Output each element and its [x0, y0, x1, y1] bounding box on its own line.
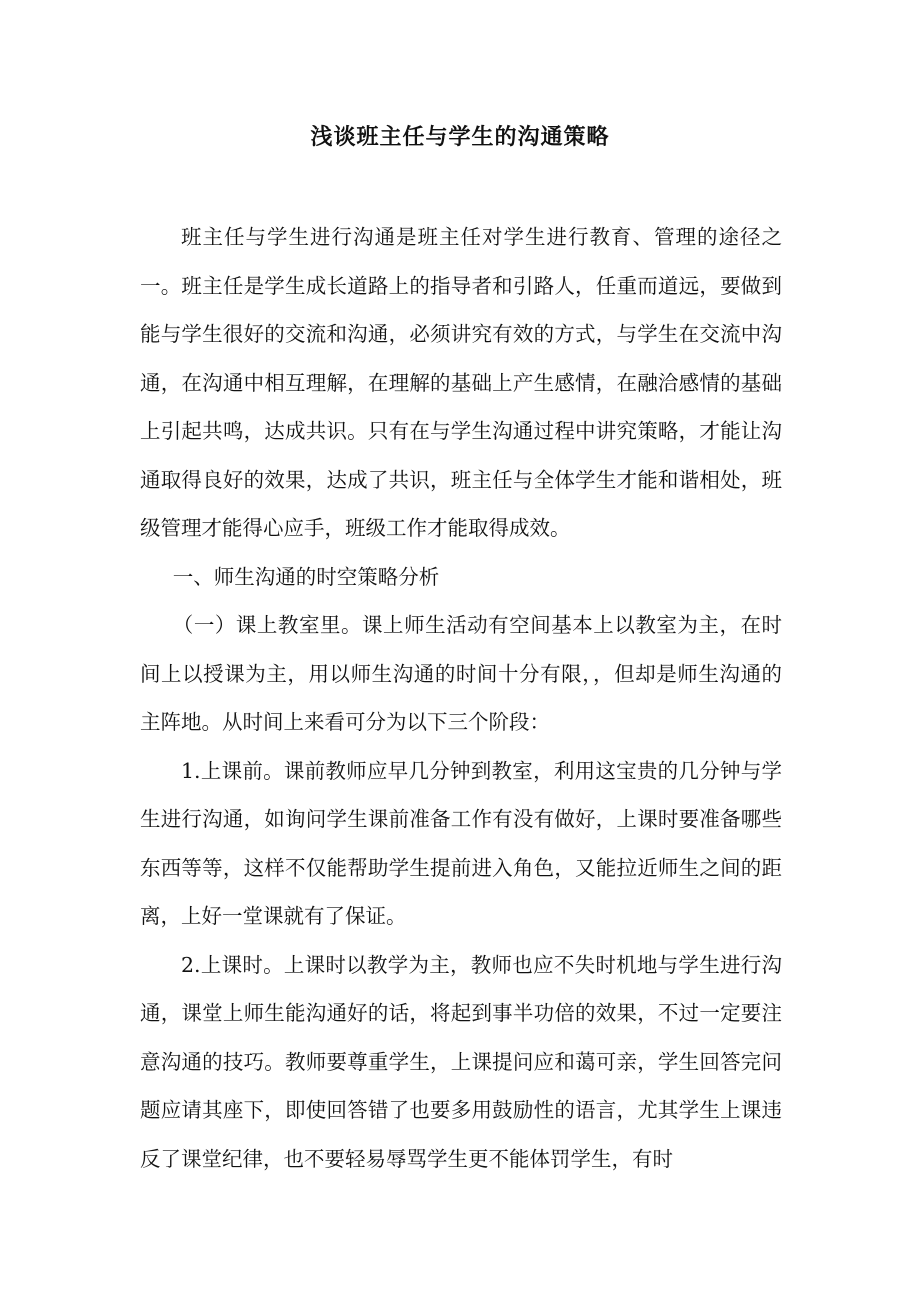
list-item-paragraph: 1.上课前。课前教师应早几分钟到教室，利用这宝贵的几分钟与学生进行沟通，如询问学生课前准备工作有没有做好，上课时要准备哪些东西等等，这样不仅能帮助学生提前进入角色，又能拉近师生之间的距离，上好一堂课就有了保证。	[140, 758, 782, 928]
intro-paragraph: 班主任与学生进行沟通是班主任对学生进行教育、管理的途径之一。班主任是学生成长道路上的指导者和引路人，任重而道远，要做到能与学生很好的交流和沟通，必须讲究有效的方式，与学生在交流中沟通，在沟通中相互理解，在理解的基础上产生感情，在融洽感情的基础上引起共鸣，达成共识。只有在与学生沟通过程中讲究策略，才能让沟通取得良好的效果，达成了共识，班主任与全体学生才能和谐相处，班级管理才能得心应手，班级工作才能取得成效。	[140, 225, 782, 540]
subsection-paragraph: （一）课上教室里。课上师生活动有空间基本上以教室为主，在时间上以授课为主，用以师生沟通的时间十分有限，，但却是师生沟通的主阵地。从时间上来看可分为以下三个阶段：	[140, 613, 782, 734]
section-heading: 一、师生沟通的时空策略分析	[172, 564, 440, 589]
document-title: 浅谈班主任与学生的沟通策略	[310, 124, 610, 150]
list-item-paragraph: 2.上课时。上课时以教学为主，教师也应不失时机地与学生进行沟通，课堂上师生能沟通好的话，将起到事半功倍的效果，不过一定要注意沟通的技巧。教师要尊重学生，上课提问应和蔼可亲，学生回答完问题应请其座下，即使回答错了也要多用鼓励性的语言，尤其学生上课违反了课堂纪律，也不要轻易辱骂学生更不能体罚学生，有时	[140, 952, 782, 1171]
document-body	[140, 213, 782, 1183]
